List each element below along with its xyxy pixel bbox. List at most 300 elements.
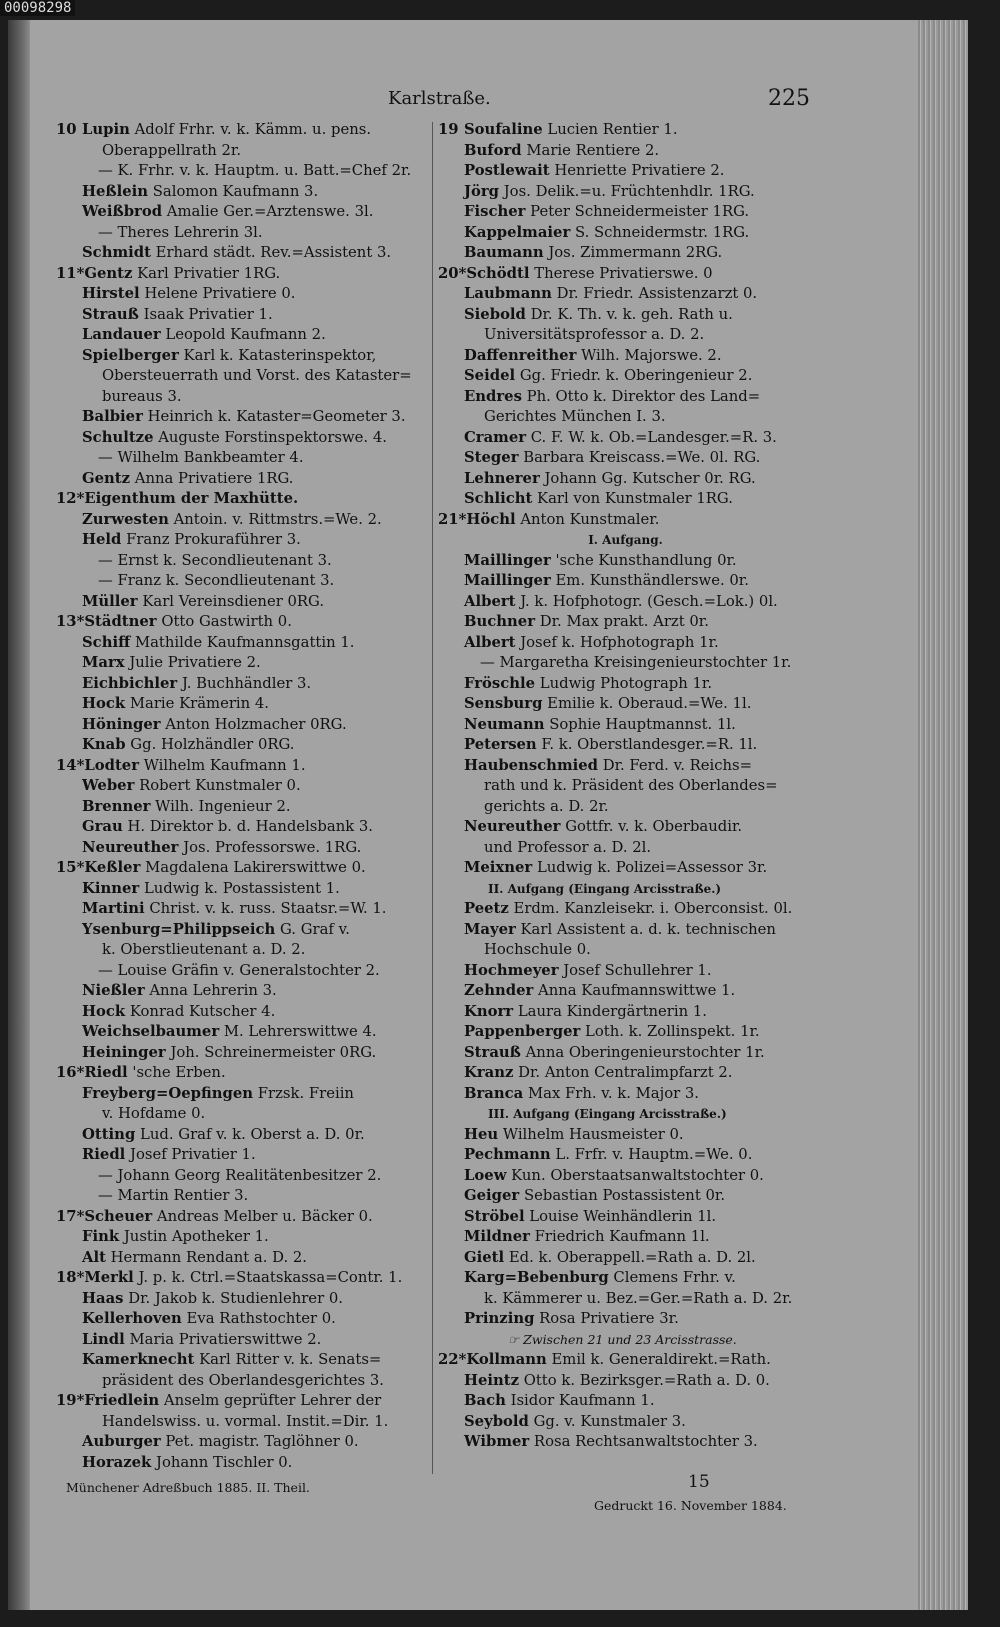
directory-entry xyxy=(438,858,813,879)
resident-surname: Auburger xyxy=(82,1433,161,1450)
resident-details: Hermann Rendant a. D. 2. xyxy=(110,1248,307,1266)
directory-entry xyxy=(438,571,813,592)
directory-entry xyxy=(438,735,813,756)
directory-entry xyxy=(56,182,428,203)
resident-surname: Lehnerer xyxy=(464,469,540,487)
resident-surname: Pappenberger xyxy=(464,1023,581,1040)
resident-details: Dr. Max prakt. Arzt 0r. xyxy=(539,613,709,630)
resident-surname: Friedlein xyxy=(84,1392,160,1409)
resident-details: Gg. Holzhändler 0RG. xyxy=(130,736,295,753)
family-member-entry: — Theres Lehrerin 3l. xyxy=(98,223,263,241)
resident-surname: Cramer xyxy=(464,428,527,446)
resident-surname: Scheuer xyxy=(84,1207,153,1225)
directory-entry xyxy=(438,1350,813,1371)
resident-details: Heinrich k. Kataster=Geometer 3. xyxy=(147,408,406,425)
resident-surname: Neumann xyxy=(464,715,545,733)
directory-entry xyxy=(438,1186,813,1207)
directory-entry xyxy=(438,920,813,941)
house-number: 14* xyxy=(56,756,85,774)
resident-surname: Gentz xyxy=(82,469,131,487)
resident-surname: Neureuther xyxy=(464,818,561,835)
section-heading: II. Aufgang (Eingang Arcisstraße.) xyxy=(488,881,722,896)
resident-surname: Horazek xyxy=(82,1453,152,1471)
directory-entry xyxy=(56,776,428,797)
directory-entry xyxy=(56,202,428,223)
directory-entry xyxy=(56,325,428,346)
resident-surname: Schmidt xyxy=(82,244,151,261)
resident-surname: Alt xyxy=(82,1248,106,1266)
resident-details: Sebastian Postassistent 0r. xyxy=(523,1187,726,1204)
resident-details: L. Frfr. v. Hauptm.=We. 0. xyxy=(555,1146,753,1163)
entry-continuation: präsident des Oberlandesgerichtes 3. xyxy=(102,1371,384,1389)
directory-entry xyxy=(438,1432,813,1453)
resident-details: J. Buchhändler 3. xyxy=(181,674,312,692)
resident-surname: Merkl xyxy=(84,1269,134,1286)
directory-entry xyxy=(56,797,428,818)
directory-entry xyxy=(438,981,813,1002)
resident-surname: Soufaline xyxy=(464,121,543,138)
directory-entry xyxy=(438,469,813,490)
resident-details: Justin Apotheker 1. xyxy=(123,1228,269,1245)
resident-surname: Gietl xyxy=(464,1248,505,1266)
resident-surname: Müller xyxy=(82,592,138,610)
family-member-entry: — Martin Rentier 3. xyxy=(98,1187,249,1204)
resident-surname: Lupin xyxy=(82,121,130,138)
directory-entry xyxy=(438,141,813,162)
resident-surname: Mildner xyxy=(464,1228,530,1245)
resident-details: Jos. Delik.=u. Früchtenhdlr. 1RG. xyxy=(503,182,755,200)
directory-entry xyxy=(438,1248,813,1269)
resident-details: Rosa Rechtsanwaltstochter 3. xyxy=(533,1433,758,1450)
resident-details: Clemens Frhr. v. xyxy=(613,1269,736,1286)
resident-surname: Laubmann xyxy=(464,285,552,302)
resident-surname: Knorr xyxy=(464,1002,514,1020)
column-divider xyxy=(432,122,433,1474)
resident-details: J. p. k. Ctrl.=Staatskassa=Contr. 1. xyxy=(138,1269,403,1286)
resident-details: Henriette Privatiere 2. xyxy=(554,162,725,179)
resident-surname: Ysenburg=Philippseich xyxy=(82,920,276,938)
resident-details: Dr. Jakob k. Studienlehrer 0. xyxy=(128,1289,343,1307)
resident-surname: Endres xyxy=(464,387,522,405)
family-member-entry: — K. Frhr. v. k. Hauptm. u. Batt.=Chef 2r. xyxy=(98,162,412,179)
resident-details: Loth. k. Zollinspekt. 1r. xyxy=(585,1023,760,1040)
resident-details: Johann Tischler 0. xyxy=(156,1453,293,1471)
cross-reference-note: ☞ Zwischen 21 und 23 Arcisstrasse. xyxy=(508,1331,737,1347)
resident-details: Anna Kaufmannswittwe 1. xyxy=(538,982,736,999)
directory-entry xyxy=(56,858,428,879)
house-number: 17* xyxy=(56,1207,85,1225)
directory-entry xyxy=(438,1412,813,1433)
entry-continuation: und Professor a. D. 2l. xyxy=(484,838,652,856)
resident-surname: Hock xyxy=(82,695,126,712)
resident-details: Jos. Professorswe. 1RG. xyxy=(183,838,362,856)
directory-entry xyxy=(56,817,428,838)
resident-details: Sophie Hauptmannst. 1l. xyxy=(549,715,736,733)
resident-surname: Geiger xyxy=(464,1187,520,1204)
resident-details: F. k. Oberstlandesger.=R. 1l. xyxy=(541,736,758,753)
section-heading: I. Aufgang. xyxy=(588,533,663,547)
resident-surname: Hirstel xyxy=(82,285,140,302)
directory-entry xyxy=(438,1125,813,1146)
resident-details: Wilhelm Kaufmann 1. xyxy=(143,756,306,774)
directory-entry xyxy=(438,202,813,223)
family-member-entry: — Louise Gräfin v. Generalstochter 2. xyxy=(98,961,380,979)
resident-details: Anna Oberingenieurstochter 1r. xyxy=(525,1043,765,1061)
directory-entry xyxy=(56,1084,428,1105)
resident-details: Robert Kunstmaler 0. xyxy=(139,777,301,794)
resident-surname: Freyberg=Oepfingen xyxy=(82,1084,254,1102)
directory-entry xyxy=(438,715,813,736)
resident-details: Karl k. Katasterinspektor, xyxy=(183,346,377,364)
resident-details: 'sche Kunsthandlung 0r. xyxy=(555,551,737,569)
resident-details: Ludwig Photograph 1r. xyxy=(539,674,713,692)
directory-entry xyxy=(56,653,428,674)
resident-surname: Nießler xyxy=(82,982,145,999)
directory-entry xyxy=(56,612,428,633)
resident-details: Wilhelm Hausmeister 0. xyxy=(502,1125,684,1143)
entry-continuation: Hochschule 0. xyxy=(484,941,591,958)
directory-entry xyxy=(56,489,428,510)
resident-details: Anton Kunstmaler. xyxy=(520,510,660,528)
resident-surname: Mayer xyxy=(464,920,516,938)
resident-surname: Keßler xyxy=(84,859,141,876)
resident-details: Gg. v. Kunstmaler 3. xyxy=(533,1412,686,1430)
directory-entry xyxy=(56,1432,428,1453)
resident-surname: Strauß xyxy=(464,1043,521,1061)
entry-continuation: bureaus 3. xyxy=(102,387,182,405)
resident-details: Frzsk. Freiin xyxy=(257,1084,354,1102)
resident-surname: Schödtl xyxy=(466,264,530,282)
entry-continuation: k. Kämmerer u. Bez.=Ger.=Rath a. D. 2r. xyxy=(484,1289,793,1307)
directory-entry xyxy=(438,1371,813,1392)
directory-entry xyxy=(438,1145,813,1166)
directory-entry xyxy=(56,1268,428,1289)
directory-entry xyxy=(438,1268,813,1289)
resident-details: Otto k. Bezirksger.=Rath a. D. 0. xyxy=(523,1371,770,1389)
resident-details: Helene Privatiere 0. xyxy=(144,285,296,302)
resident-details: Christ. v. k. russ. Staatsr.=W. 1. xyxy=(149,900,387,917)
resident-surname: Meixner xyxy=(464,859,533,876)
directory-entry xyxy=(56,1330,428,1351)
resident-surname: Weißbrod xyxy=(82,203,163,220)
directory-entry xyxy=(56,1391,428,1412)
print-date: Gedruckt 16. November 1884. xyxy=(594,1498,787,1513)
house-number: 12* xyxy=(56,490,85,507)
directory-entry xyxy=(438,284,813,305)
resident-surname: Eigenthum der Maxhütte. xyxy=(84,490,299,507)
resident-surname: Jörg xyxy=(464,182,500,200)
resident-details: Anna Lehrerin 3. xyxy=(149,982,277,999)
resident-surname: Martini xyxy=(82,900,145,917)
resident-details: C. F. W. k. Ob.=Landesger.=R. 3. xyxy=(530,428,777,446)
resident-details: Joh. Schreinermeister 0RG. xyxy=(170,1043,377,1061)
resident-details: Marie Krämerin 4. xyxy=(129,695,269,712)
page-gutter xyxy=(8,20,30,1610)
resident-details: Isidor Kaufmann 1. xyxy=(510,1392,655,1409)
resident-details: H. Direktor b. d. Handelsbank 3. xyxy=(127,818,374,835)
resident-details: Emilie k. Oberaud.=We. 1l. xyxy=(547,695,752,712)
directory-entry xyxy=(438,428,813,449)
directory-entry xyxy=(56,1248,428,1269)
entry-continuation: gerichts a. D. 2r. xyxy=(484,797,609,815)
resident-details: Lucien Rentier 1. xyxy=(547,121,678,138)
directory-entry xyxy=(56,1125,428,1146)
resident-surname: Heu xyxy=(464,1125,499,1143)
directory-entry xyxy=(56,756,428,777)
resident-details: Josef k. Hofphotograph 1r. xyxy=(520,633,719,651)
resident-details: Lud. Graf v. k. Oberst a. D. 0r. xyxy=(140,1125,365,1143)
directory-entry xyxy=(56,633,428,654)
directory-entry xyxy=(438,1207,813,1228)
house-number: 22* xyxy=(438,1351,467,1368)
resident-details: Dr. Friedr. Assistenzarzt 0. xyxy=(556,285,758,302)
resident-surname: Heininger xyxy=(82,1043,166,1061)
resident-details: Max Frh. v. k. Major 3. xyxy=(527,1084,700,1102)
resident-surname: Grau xyxy=(82,818,123,835)
resident-surname: Weber xyxy=(82,777,135,794)
resident-surname: Albert xyxy=(464,592,516,610)
signature-mark: 15 xyxy=(688,1472,710,1492)
directory-entry xyxy=(56,674,428,695)
directory-entry xyxy=(56,1145,428,1166)
directory-entry xyxy=(56,592,428,613)
resident-surname: Pechmann xyxy=(464,1146,551,1163)
resident-surname: Seidel xyxy=(464,367,516,384)
directory-entry xyxy=(438,243,813,264)
directory-entry xyxy=(438,1309,813,1330)
resident-details: Emil k. Generaldirekt.=Rath. xyxy=(551,1351,771,1368)
resident-surname: Riedl xyxy=(84,1064,128,1081)
resident-details: J. k. Hofphotogr. (Gesch.=Lok.) 0l. xyxy=(520,592,778,610)
resident-details: Josef Schullehrer 1. xyxy=(563,961,712,979)
resident-surname: Kinner xyxy=(82,879,140,897)
directory-entry xyxy=(56,1043,428,1064)
resident-surname: Prinzing xyxy=(464,1310,535,1327)
resident-details: Anna Privatiere 1RG. xyxy=(134,469,294,487)
resident-details: Auguste Forstinspektorswe. 4. xyxy=(158,428,387,446)
resident-details: Maria Privatierswittwe 2. xyxy=(129,1330,322,1348)
house-number: 18* xyxy=(56,1269,85,1286)
resident-surname: Knab xyxy=(82,736,126,753)
resident-details: Amalie Ger.=Arztenswe. 3l. xyxy=(166,203,374,220)
directory-entry xyxy=(56,920,428,941)
directory-entry xyxy=(438,1391,813,1412)
directory-entry xyxy=(438,1166,813,1187)
resident-surname: Siebold xyxy=(464,305,526,323)
directory-entry xyxy=(438,551,813,572)
directory-entry xyxy=(56,1350,428,1371)
family-member-entry: — Franz k. Secondlieutenant 3. xyxy=(98,572,335,589)
resident-surname: Eichbichler xyxy=(82,674,178,692)
book-page xyxy=(8,20,968,1610)
resident-details: Dr. K. Th. v. k. geh. Rath u. xyxy=(530,305,733,323)
directory-entry xyxy=(56,735,428,756)
directory-entry xyxy=(56,1063,428,1084)
resident-details: Louise Weinhändlerin 1l. xyxy=(529,1207,717,1225)
directory-entry xyxy=(438,1002,813,1023)
resident-surname: Fröschle xyxy=(464,674,536,692)
resident-details: Adolf Frhr. v. k. Kämm. u. pens. xyxy=(134,121,372,138)
resident-surname: Karg=Bebenburg xyxy=(464,1269,609,1286)
resident-details: Laura Kindergärtnerin 1. xyxy=(517,1002,707,1020)
directory-entry xyxy=(438,1227,813,1248)
directory-entry xyxy=(438,182,813,203)
resident-surname: Zehnder xyxy=(464,982,534,999)
resident-details: Gottfr. v. k. Oberbaudir. xyxy=(565,818,743,835)
resident-surname: Weichselbaumer xyxy=(82,1023,220,1040)
entry-continuation: rath und k. Präsident des Oberlandes= xyxy=(484,777,778,794)
directory-entry xyxy=(438,366,813,387)
resident-surname: Höchl xyxy=(466,510,516,528)
entry-continuation: Gerichtes München I. 3. xyxy=(484,408,666,425)
directory-entry xyxy=(438,305,813,326)
directory-entry xyxy=(56,1002,428,1023)
resident-details: Isaak Privatier 1. xyxy=(143,305,273,323)
directory-entry xyxy=(438,1063,813,1084)
resident-details: Ludwig k. Polizei=Assessor 3r. xyxy=(536,859,768,876)
directory-entry xyxy=(56,1309,428,1330)
resident-details: Em. Kunsthändlerswe. 0r. xyxy=(555,572,749,589)
resident-surname: Branca xyxy=(464,1084,524,1102)
house-number: 13* xyxy=(56,613,85,630)
resident-details: Josef Privatier 1. xyxy=(130,1146,256,1163)
resident-details: Antoin. v. Rittmstrs.=We. 2. xyxy=(173,510,382,528)
resident-details: Dr. Anton Centralimpfarzt 2. xyxy=(518,1064,733,1081)
resident-surname: Brenner xyxy=(82,797,151,815)
directory-entry xyxy=(56,838,428,859)
resident-details: Anselm geprüfter Lehrer der xyxy=(163,1392,382,1409)
page-fore-edge xyxy=(918,20,968,1610)
house-number: 10 xyxy=(56,121,77,138)
directory-entry xyxy=(56,1453,428,1474)
left-column xyxy=(56,120,428,1473)
directory-entry xyxy=(56,981,428,1002)
resident-surname: Gentz xyxy=(84,264,133,282)
resident-details: M. Lehrerswittwe 4. xyxy=(223,1023,377,1040)
resident-surname: Albert xyxy=(464,633,516,651)
family-member-entry: — Ernst k. Secondlieutenant 3. xyxy=(98,551,332,569)
resident-surname: Heintz xyxy=(464,1371,520,1389)
resident-surname: Held xyxy=(82,531,122,548)
resident-details: Anton Holzmacher 0RG. xyxy=(165,715,347,733)
resident-details: Ed. k. Oberappell.=Rath a. D. 2l. xyxy=(508,1248,756,1266)
resident-details: Jos. Zimmermann 2RG. xyxy=(548,244,723,261)
resident-surname: Riedl xyxy=(82,1146,126,1163)
resident-surname: Strauß xyxy=(82,305,139,323)
resident-surname: Höninger xyxy=(82,715,161,733)
resident-details: S. Schneidermstr. 1RG. xyxy=(574,223,750,241)
resident-details: Mathilde Kaufmannsgattin 1. xyxy=(134,633,355,651)
resident-details: Franz Prokuraführer 3. xyxy=(126,531,301,548)
directory-entry xyxy=(438,592,813,613)
resident-surname: Zurwesten xyxy=(82,510,169,528)
resident-details: Ludwig k. Postassistent 1. xyxy=(143,879,340,897)
resident-surname: Daffenreither xyxy=(464,346,577,364)
directory-entry xyxy=(56,530,428,551)
house-number: 19* xyxy=(56,1392,85,1409)
directory-entry xyxy=(56,879,428,900)
directory-entry xyxy=(56,899,428,920)
resident-surname: Buchner xyxy=(464,613,536,630)
resident-surname: Marx xyxy=(82,654,125,671)
resident-details: Erhard städt. Rev.=Assistent 3. xyxy=(155,244,392,261)
resident-surname: Bach xyxy=(464,1392,506,1409)
resident-surname: Spielberger xyxy=(82,346,179,364)
resident-details: Andreas Melber u. Bäcker 0. xyxy=(156,1207,373,1225)
resident-surname: Baumann xyxy=(464,244,544,261)
resident-details: Johann Gg. Kutscher 0r. RG. xyxy=(544,469,756,487)
resident-surname: Steger xyxy=(464,449,519,466)
house-number: 11* xyxy=(56,264,85,282)
resident-surname: Loew xyxy=(464,1166,507,1184)
resident-details: Otto Gastwirth 0. xyxy=(161,613,292,630)
resident-details: Therese Privatierswe. 0 xyxy=(534,264,713,282)
resident-surname: Hock xyxy=(82,1002,126,1020)
family-member-entry: — Johann Georg Realitätenbesitzer 2. xyxy=(98,1166,382,1184)
directory-entry xyxy=(56,407,428,428)
directory-entry xyxy=(56,510,428,531)
resident-surname: Haubenschmied xyxy=(464,756,598,774)
resident-details: Karl von Kunstmaler 1RG. xyxy=(537,490,733,507)
directory-entry xyxy=(438,264,813,285)
resident-surname: Städtner xyxy=(84,613,157,630)
house-number: 16* xyxy=(56,1064,85,1081)
resident-details: Pet. magistr. Taglöhner 0. xyxy=(165,1433,359,1450)
resident-details: Salomon Kaufmann 3. xyxy=(152,182,319,200)
directory-entry xyxy=(438,961,813,982)
directory-entry xyxy=(438,756,813,777)
directory-entry xyxy=(56,469,428,490)
resident-surname: Wibmer xyxy=(464,1433,530,1450)
resident-surname: Seybold xyxy=(464,1412,529,1430)
directory-entry xyxy=(438,899,813,920)
resident-surname: Maillinger xyxy=(464,551,551,569)
entry-continuation: v. Hofdame 0. xyxy=(102,1105,206,1122)
resident-details: 'sche Erben. xyxy=(132,1064,226,1081)
resident-surname: Kellerhoven xyxy=(82,1310,182,1327)
resident-details: G. Graf v. xyxy=(280,920,350,938)
resident-surname: Ströbel xyxy=(464,1207,525,1225)
resident-details: Karl Assistent a. d. k. technischen xyxy=(520,920,776,938)
directory-entry xyxy=(438,817,813,838)
resident-surname: Haas xyxy=(82,1289,124,1307)
directory-entry xyxy=(438,612,813,633)
resident-surname: Petersen xyxy=(464,736,537,753)
resident-surname: Otting xyxy=(82,1125,136,1143)
house-number: 21* xyxy=(438,510,467,528)
resident-details: Kun. Oberstaatsanwaltstochter 0. xyxy=(511,1166,764,1184)
resident-details: Wilh. Majorswe. 2. xyxy=(581,346,722,364)
directory-entry xyxy=(438,510,813,531)
section-heading: III. Aufgang (Eingang Arcisstraße.) xyxy=(488,1107,727,1121)
entry-continuation: k. Oberstlieutenant a. D. 2. xyxy=(102,941,306,958)
family-member-entry: — Margaretha Kreisingenieurstochter 1r. xyxy=(480,654,792,671)
resident-details: Erdm. Kanzleisekr. i. Oberconsist. 0l. xyxy=(513,900,793,917)
directory-entry xyxy=(56,1022,428,1043)
footer-title: Münchener Adreßbuch 1885. II. Theil. xyxy=(66,1480,310,1495)
directory-entry xyxy=(56,715,428,736)
resident-surname: Schlicht xyxy=(464,490,533,507)
resident-surname: Kappelmaier xyxy=(464,223,571,241)
resident-details: Karl Privatier 1RG. xyxy=(137,264,281,282)
resident-surname: Sensburg xyxy=(464,695,543,712)
resident-details: Wilh. Ingenieur 2. xyxy=(155,797,291,815)
scan-id: 00098298 xyxy=(0,0,75,16)
directory-entry xyxy=(56,1289,428,1310)
resident-details: Ph. Otto k. Direktor des Land= xyxy=(526,387,761,405)
directory-entry xyxy=(56,1227,428,1248)
entry-continuation: Universitätsprofessor a. D. 2. xyxy=(484,326,705,343)
